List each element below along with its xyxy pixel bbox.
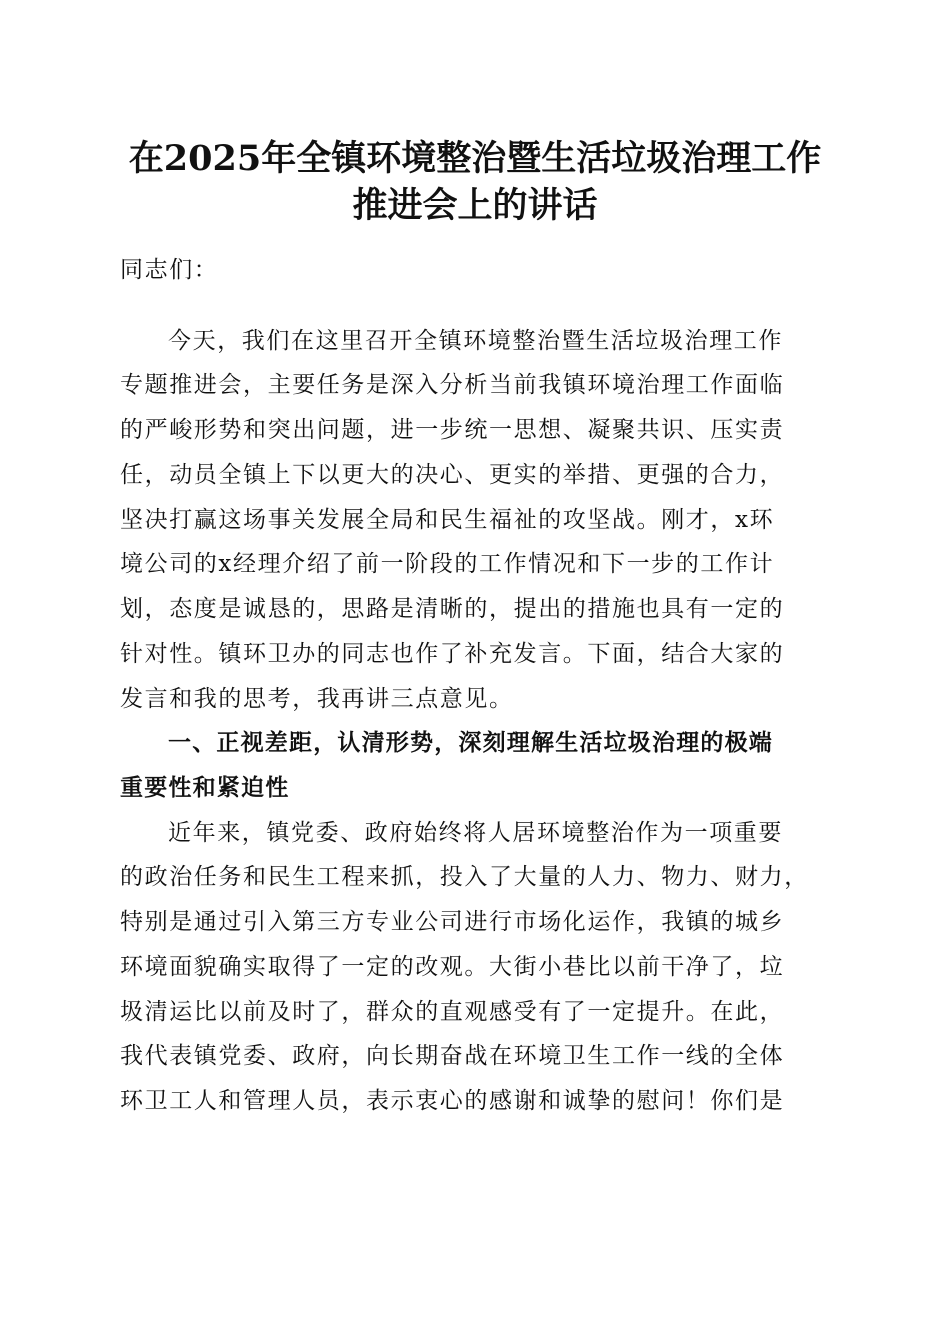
paragraph-2-line-7: 环卫工人和管理人员，表示衷心的感谢和诚挚的慰问！你们是 [120, 1088, 785, 1114]
paragraph-1-line-4: 任，动员全镇上下以更大的决心、更实的举措、更强的合力， [120, 462, 785, 488]
paragraph-2-line-6: 我代表镇党委、政府，向长期奋战在环境卫生工作一线的全体 [120, 1043, 785, 1069]
paragraph-1-line-6: 境公司的x经理介绍了前一阶段的工作情况和下一步的工作计 [120, 551, 775, 577]
paragraph-1-line-8: 针对性。镇环卫办的同志也作了补充发言。下面，结合大家的 [120, 641, 785, 667]
section-heading-line-1: 一、正视差距，认清形势，深刻理解生活垃圾治理的极端 [168, 730, 773, 756]
paragraph-1-line-1: 今天，我们在这里召开全镇环境整治暨生活垃圾治理工作 [168, 328, 783, 354]
salutation: 同志们： [120, 257, 219, 283]
paragraph-2-line-3: 特别是通过引入第三方专业公司进行市场化运作，我镇的城乡 [120, 909, 785, 935]
paragraph-2-line-2: 的政治任务和民生工程来抓，投入了大量的人力、物力、财力， [120, 864, 809, 890]
paragraph-1-line-3: 的严峻形势和突出问题，进一步统一思想、凝聚共识、压实责 [120, 417, 785, 443]
paragraph-1-line-2: 专题推进会，主要任务是深入分析当前我镇环境治理工作面临 [120, 372, 785, 398]
paragraph-2-line-4: 环境面貌确实取得了一定的改观。大街小巷比以前干净了，垃 [120, 954, 785, 980]
paragraph-1-line-7: 划，态度是诚恳的，思路是清晰的，提出的措施也具有一定的 [120, 596, 785, 622]
document-title-line-2: 推进会上的讲话 [352, 185, 598, 226]
paragraph-1-line-5: 坚决打赢这场事关发展全局和民生福祉的攻坚战。刚才，x环 [120, 507, 775, 533]
paragraph-2-line-5: 圾清运比以前及时了，群众的直观感受有了一定提升。在此， [120, 999, 785, 1025]
paragraph-2-line-1: 近年来，镇党委、政府始终将人居环境整治作为一项重要 [168, 820, 783, 846]
paragraph-1-line-9: 发言和我的思考，我再讲三点意见。 [120, 686, 514, 712]
section-heading-line-2: 重要性和紧迫性 [120, 775, 290, 801]
document-title-line-1: 在2025年全镇环境整治暨生活垃圾治理工作 [128, 138, 822, 179]
